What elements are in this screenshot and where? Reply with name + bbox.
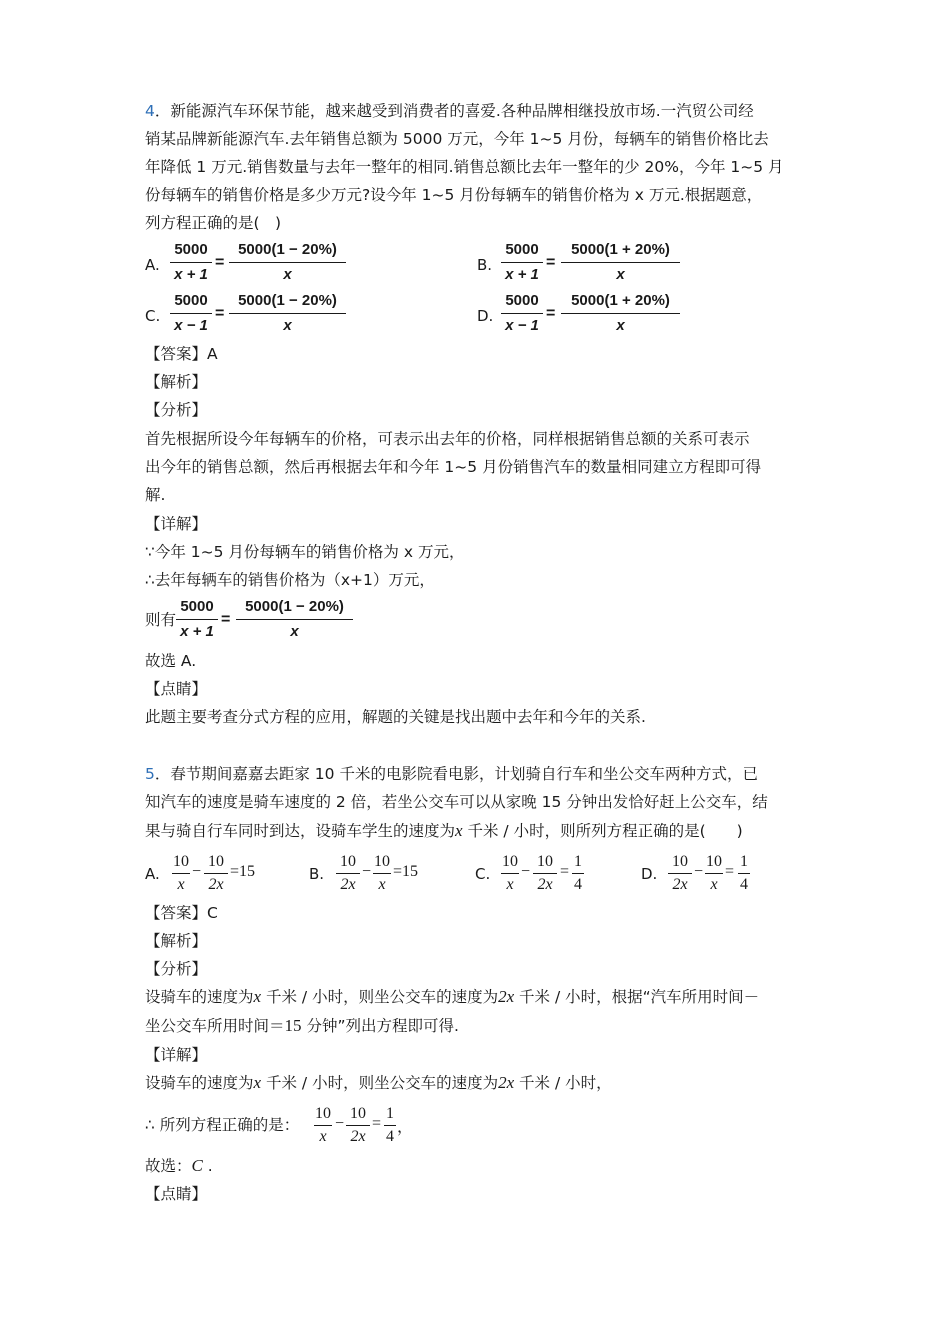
fraction-numerator: 5000(1 + 20%) [571, 292, 670, 309]
q5-option-b-label: B. [309, 865, 325, 883]
fraction-bar [738, 873, 750, 874]
fraction-numerator: 1 [386, 1105, 394, 1122]
equals-sign: = [725, 863, 735, 880]
fraction-numerator: 5000 [180, 598, 214, 615]
equals-sign: = [221, 611, 231, 628]
q5-option-c-fraction-1 [501, 854, 519, 893]
text: 千米 / 小时，则坐公交车的速度为 [261, 988, 499, 1006]
q5-stem-line-2: 知汽车的速度是骑车速度的 2 倍，若坐公交车可以从家晚 15 分钟出发恰好赶上公交车，结 [145, 793, 768, 811]
q4-stem-line-2: 销某品牌新能源汽车.去年销售总额为 5000 万元，今年 1~5 月份，每辆车的销售价格比去 [145, 130, 769, 148]
q5-stem-text-3b: 千米 / 小时，则所列方程正确的是( ) [462, 822, 743, 840]
q5-therefore: ∴ 所列方程正确的是： [145, 1116, 300, 1134]
equals-sign: = [215, 305, 225, 322]
q5-option-d-fraction-3 [738, 854, 750, 893]
variable-2x: 2x [498, 987, 515, 1006]
q5-option-c-fraction-2 [533, 854, 557, 893]
fraction-denominator: 4 [740, 876, 748, 893]
q5-jiexi-heading: 【解析】 [145, 932, 208, 950]
fraction-denominator: x [616, 266, 625, 283]
equals-sign: = [560, 863, 570, 880]
q4-option-b-right-fraction [561, 241, 680, 284]
variable-x: x [253, 987, 262, 1006]
fraction-numerator: 10 [672, 853, 688, 870]
minus-sign: − [335, 1115, 345, 1132]
fraction-bar [668, 873, 692, 874]
fraction-bar [236, 619, 353, 620]
q5-final-fraction-1 [314, 1106, 332, 1145]
q4-detail-line-1: ∵今年 1~5 月份每辆车的销售价格为 x 万元， [145, 543, 465, 561]
fraction-bar [229, 262, 346, 263]
fraction-numerator: 10 [173, 853, 189, 870]
q5-option-d-fraction-1 [668, 854, 692, 893]
fraction-bar [314, 1125, 332, 1126]
fraction-bar [170, 262, 212, 263]
text: 设骑车的速度为 [145, 1074, 254, 1092]
fraction-numerator: 5000(1 − 20%) [238, 292, 337, 309]
fraction-denominator: x [616, 317, 625, 334]
q4-answer: 【答案】A [145, 345, 218, 363]
q4-jiexi-heading: 【解析】 [145, 373, 208, 391]
fraction-denominator: x + 1 [174, 266, 208, 283]
q4-then-left-fraction [176, 598, 218, 641]
q4-option-a-right-fraction [229, 241, 346, 284]
number-15: 15 [284, 1016, 302, 1035]
q4-then-prefix: 则有 [145, 611, 177, 629]
fraction-denominator: x [177, 876, 185, 893]
q5-option-b-fraction-1 [336, 854, 360, 893]
q4-dianjing-heading: 【点睛】 [145, 680, 208, 698]
fraction-bar [172, 873, 190, 874]
q5-answer: 【答案】C [145, 904, 218, 922]
q5-choose [145, 1156, 213, 1176]
q5-final-fraction-2 [346, 1106, 370, 1145]
q5-option-d-label: D. [641, 865, 658, 883]
fraction-bar [346, 1125, 370, 1126]
q4-option-c-left-fraction [170, 292, 212, 335]
minus-sign: − [521, 863, 531, 880]
fraction-denominator: 2x [340, 876, 356, 893]
fraction-denominator: x [290, 623, 299, 640]
q5-detail-line-1 [145, 1073, 612, 1093]
fraction-denominator: 4 [574, 876, 582, 893]
equals-sign: = [372, 1115, 382, 1132]
q4-option-b-label: B. [477, 256, 493, 274]
fraction-bar [561, 313, 680, 314]
fraction-denominator: x [319, 1128, 327, 1145]
q5-option-a-rhs: =15 [230, 863, 256, 880]
fraction-bar [384, 1125, 396, 1126]
q5-option-b-fraction-2 [373, 854, 391, 893]
q4-option-c-right-fraction [229, 292, 346, 335]
fraction-numerator: 10 [208, 853, 224, 870]
answer-letter: C [191, 1156, 203, 1175]
q5-option-b-rhs: =15 [393, 863, 419, 880]
fraction-numerator: 10 [706, 853, 722, 870]
fraction-numerator: 5000(1 + 20%) [571, 241, 670, 258]
minus-sign: − [192, 863, 202, 880]
fraction-denominator: 2x [208, 876, 224, 893]
text: 坐公交车所用时间＝ [145, 1017, 285, 1035]
q5-option-a-fraction-2 [204, 854, 228, 893]
fraction-denominator: x [710, 876, 718, 893]
q5-stem-text-3a: 果与骑自行车同时到达，设骑车学生的速度为 [145, 822, 456, 840]
q5-xiangjie-heading: 【详解】 [145, 1046, 208, 1064]
fraction-denominator: x + 1 [180, 623, 214, 640]
q4-option-d-label: D. [477, 307, 494, 325]
fraction-denominator: x [506, 876, 514, 893]
fraction-denominator: x − 1 [505, 317, 539, 334]
fraction-denominator: 2x [350, 1128, 366, 1145]
q4-xiangjie-heading: 【详解】 [145, 515, 208, 533]
q4-fenxi-line-1: 首先根据所设今年每辆车的价格，可表示出去年的价格，同样根据销售总额的关系可表示 [145, 430, 750, 448]
variable-2x: 2x [498, 1073, 515, 1092]
fraction-numerator: 10 [374, 853, 390, 870]
fraction-bar [705, 873, 723, 874]
q5-stem-line-1 [145, 764, 758, 784]
fraction-bar [561, 262, 680, 263]
minus-sign: − [362, 863, 372, 880]
q4-option-a-label: A. [145, 256, 160, 274]
text: 分钟”列出方程即可得. [301, 1017, 459, 1035]
fraction-denominator: 4 [386, 1128, 394, 1145]
fraction-numerator: 10 [350, 1105, 366, 1122]
fraction-bar [204, 873, 228, 874]
text: . [202, 1157, 213, 1175]
q5-option-d-fraction-2 [705, 854, 723, 893]
q5-option-a-fraction-1 [172, 854, 190, 893]
text: 故选： [145, 1157, 192, 1175]
fraction-numerator: 5000 [505, 292, 539, 309]
q5-stem-variable: x [455, 821, 463, 840]
fraction-numerator: 5000 [174, 292, 208, 309]
q4-fenxi-line-3: 解. [145, 486, 166, 504]
fraction-numerator: 10 [315, 1105, 331, 1122]
q5-option-c-label: C. [475, 865, 491, 883]
q5-fenxi-line-1 [145, 987, 759, 1007]
fraction-bar [373, 873, 391, 874]
q4-option-c-label: C. [145, 307, 161, 325]
q4-stem-line-5: 列方程正确的是( ) [145, 214, 282, 232]
equals-sign: = [215, 254, 225, 271]
fraction-denominator: x [378, 876, 386, 893]
q4-then-right-fraction [236, 598, 353, 641]
fraction-denominator: x − 1 [174, 317, 208, 334]
q5-fenxi-line-2 [145, 1016, 459, 1036]
q4-fenxi-line-2: 出今年的销售总额，然后再根据去年和今年 1~5 月份销售汽车的数量相同建立方程即可得 [145, 458, 762, 476]
q4-stem-line-3: 年降低 1 万元.销售数量与去年一整年的相同.销售总额比去年一整年的少 20%，今年 1~5 月 [145, 158, 784, 176]
fraction-bar [533, 873, 557, 874]
fraction-numerator: 5000(1 − 20%) [245, 598, 344, 615]
q4-stem-line-1 [145, 101, 754, 121]
fraction-numerator: 5000 [174, 241, 208, 258]
fraction-bar [501, 262, 543, 263]
q4-choose: 故选 A. [145, 652, 197, 670]
q5-number: 5 [145, 765, 155, 783]
trailing-comma: ， [397, 1119, 414, 1136]
fraction-numerator: 10 [537, 853, 553, 870]
fraction-numerator: 5000(1 − 20%) [238, 241, 337, 258]
q5-option-c-fraction-3 [572, 854, 584, 893]
q5-dianjing-heading: 【点睛】 [145, 1185, 208, 1203]
fraction-numerator: 10 [502, 853, 518, 870]
q5-stem-line-3 [145, 821, 743, 841]
q4-option-a-left-fraction [170, 241, 212, 284]
fraction-bar [501, 873, 519, 874]
fraction-denominator: x [283, 266, 292, 283]
fraction-bar [170, 313, 212, 314]
fraction-denominator: 2x [672, 876, 688, 893]
fraction-bar [501, 313, 543, 314]
q4-option-b-left-fraction [501, 241, 543, 284]
fraction-bar [229, 313, 346, 314]
q4-fenxi-heading: 【分析】 [145, 401, 208, 419]
q4-detail-line-2: ∴去年每辆车的销售价格为（x+1）万元， [145, 571, 435, 589]
q5-option-a-label: A. [145, 865, 160, 883]
equals-sign: = [546, 254, 556, 271]
fraction-numerator: 1 [740, 853, 748, 870]
q4-dianjing-text: 此题主要考查分式方程的应用，解题的关键是找出题中去年和今年的关系. [145, 708, 646, 726]
fraction-bar [176, 619, 218, 620]
text: 千米 / 小时，则坐公交车的速度为 [261, 1074, 499, 1092]
q4-option-d-left-fraction [501, 292, 543, 335]
fraction-bar [572, 873, 584, 874]
fraction-bar [336, 873, 360, 874]
q4-stem-line-4: 份每辆车的销售价格是多少万元?设今年 1~5 月份每辆车的销售价格为 x 万元.根据题意， [145, 186, 763, 204]
fraction-numerator: 1 [574, 853, 582, 870]
q5-final-fraction-3 [384, 1106, 396, 1145]
fraction-numerator: 5000 [505, 241, 539, 258]
text: 设骑车的速度为 [145, 988, 254, 1006]
variable-x: x [253, 1073, 262, 1092]
fraction-denominator: x + 1 [505, 266, 539, 283]
text: 千米 / 小时， [514, 1074, 612, 1092]
q5-fenxi-heading: 【分析】 [145, 960, 208, 978]
q4-number: 4 [145, 102, 155, 120]
fraction-denominator: x [283, 317, 292, 334]
minus-sign: − [694, 863, 704, 880]
text: 千米 / 小时，根据“汽车所用时间－ [514, 988, 760, 1006]
q5-stem-text-1: ．春节期间嘉嘉去距家 10 千米的电影院看电影，计划骑自行车和坐公交车两种方式，已 [154, 765, 758, 783]
q4-option-d-right-fraction [561, 292, 680, 335]
equals-sign: = [546, 305, 556, 322]
fraction-numerator: 10 [340, 853, 356, 870]
q4-stem-text-1: ．新能源汽车环保节能，越来越受到消费者的喜爱.各种品牌相继投放市场.一汽贸公司经 [154, 102, 754, 120]
fraction-denominator: 2x [537, 876, 553, 893]
